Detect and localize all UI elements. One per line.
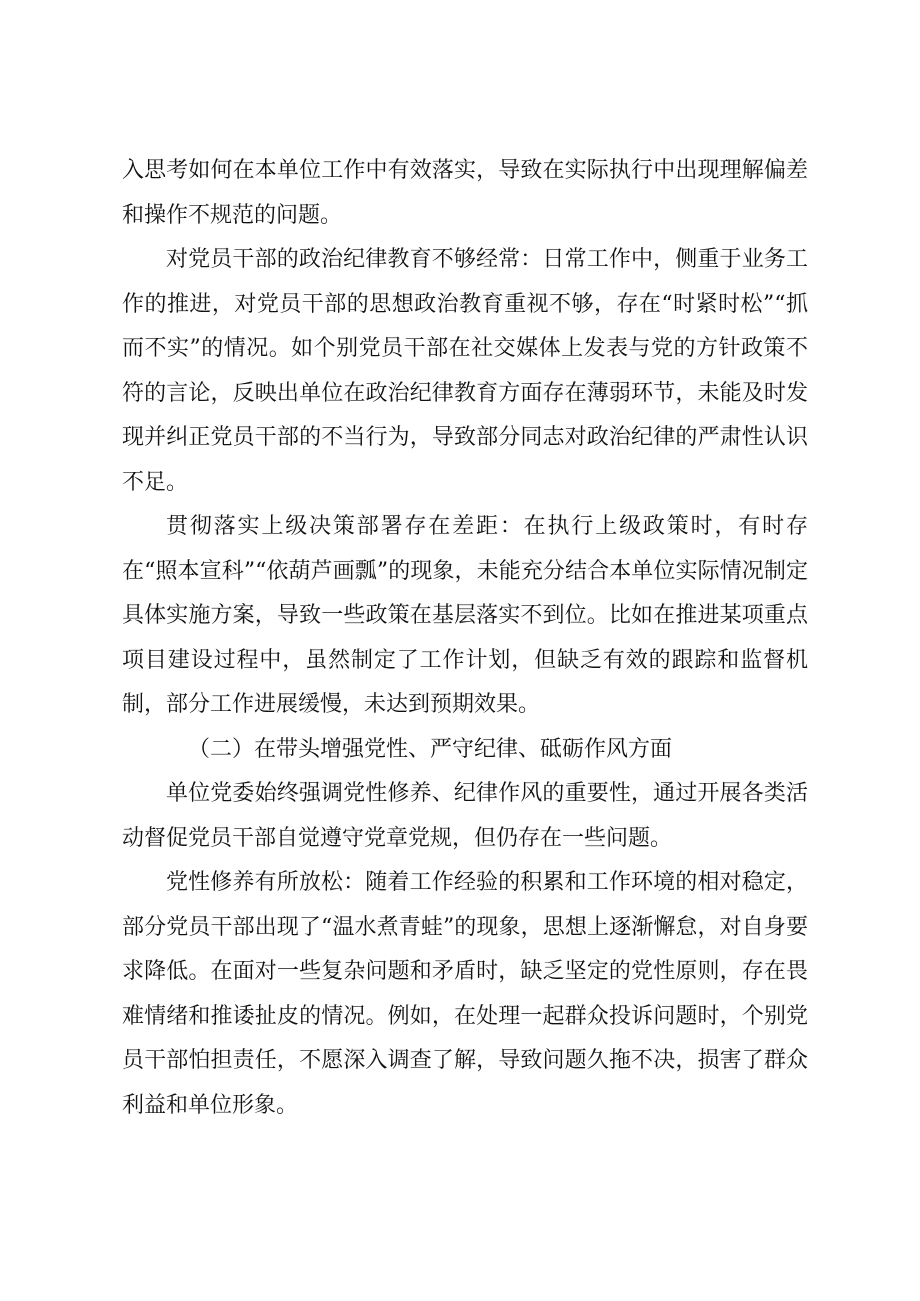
- paragraph-policy-implementation: 贯彻落实上级决策部署存在差距：在执行上级政策时，有时存在“照本宣科”“依葫芦画瓢”的现象，未能充分结合本单位实际情况制定具体实施方案，导致一些政策在基层落实不到位。比如在推进某项重点项目建设过程中，虽然制定了工作计划，但缺乏有效的跟踪和监督机制，部分工作进展缓慢，未达到预期效果。: [122, 514, 808, 717]
- paragraph-party-cultivation: 党性修养有所放松：随着工作经验的积累和工作环境的相对稳定，部分党员干部出现了“温水煮青蛙”的现象，思想上逐渐懈怠，对自身要求降低。在面对一些复杂问题和矛盾时，缺乏坚定的党性原则，存在畏难情绪和推诿扯皮的情况。例如，在处理一起群众投诉问题时，个别党员干部怕担责任，不愿深入调查了解，导致问题久拖不决，损害了群众利益和单位形象。: [122, 870, 808, 1118]
- paragraph-continuation: 入思考如何在本单位工作中有效落实，导致在实际执行中出现理解偏差和操作不规范的问题。: [122, 158, 808, 228]
- paragraph-political-discipline: 对党员干部的政治纪律教育不够经常：日常工作中，侧重于业务工作的推进，对党员干部的思想政治教育重视不够，存在“时紧时松”“抓而不实”的情况。如个别党员干部在社交媒体上发表与党的方针政策不符的言论，反映出单位在政治纪律教育方面存在薄弱环节，未能及时发现并纠正党员干部的不当行为，导致部分同志对政治纪律的严肃性认识不足。: [122, 247, 808, 495]
- paragraph-party-committee: 单位党委始终强调党性修养、纪律作风的重要性，通过开展各类活动督促党员干部自觉遵守党章党规，但仍存在一些问题。: [122, 781, 808, 851]
- document-body: [122, 149, 808, 1128]
- section-heading: （二）在带头增强党性、严守纪律、砥砺作风方面: [188, 736, 673, 762]
